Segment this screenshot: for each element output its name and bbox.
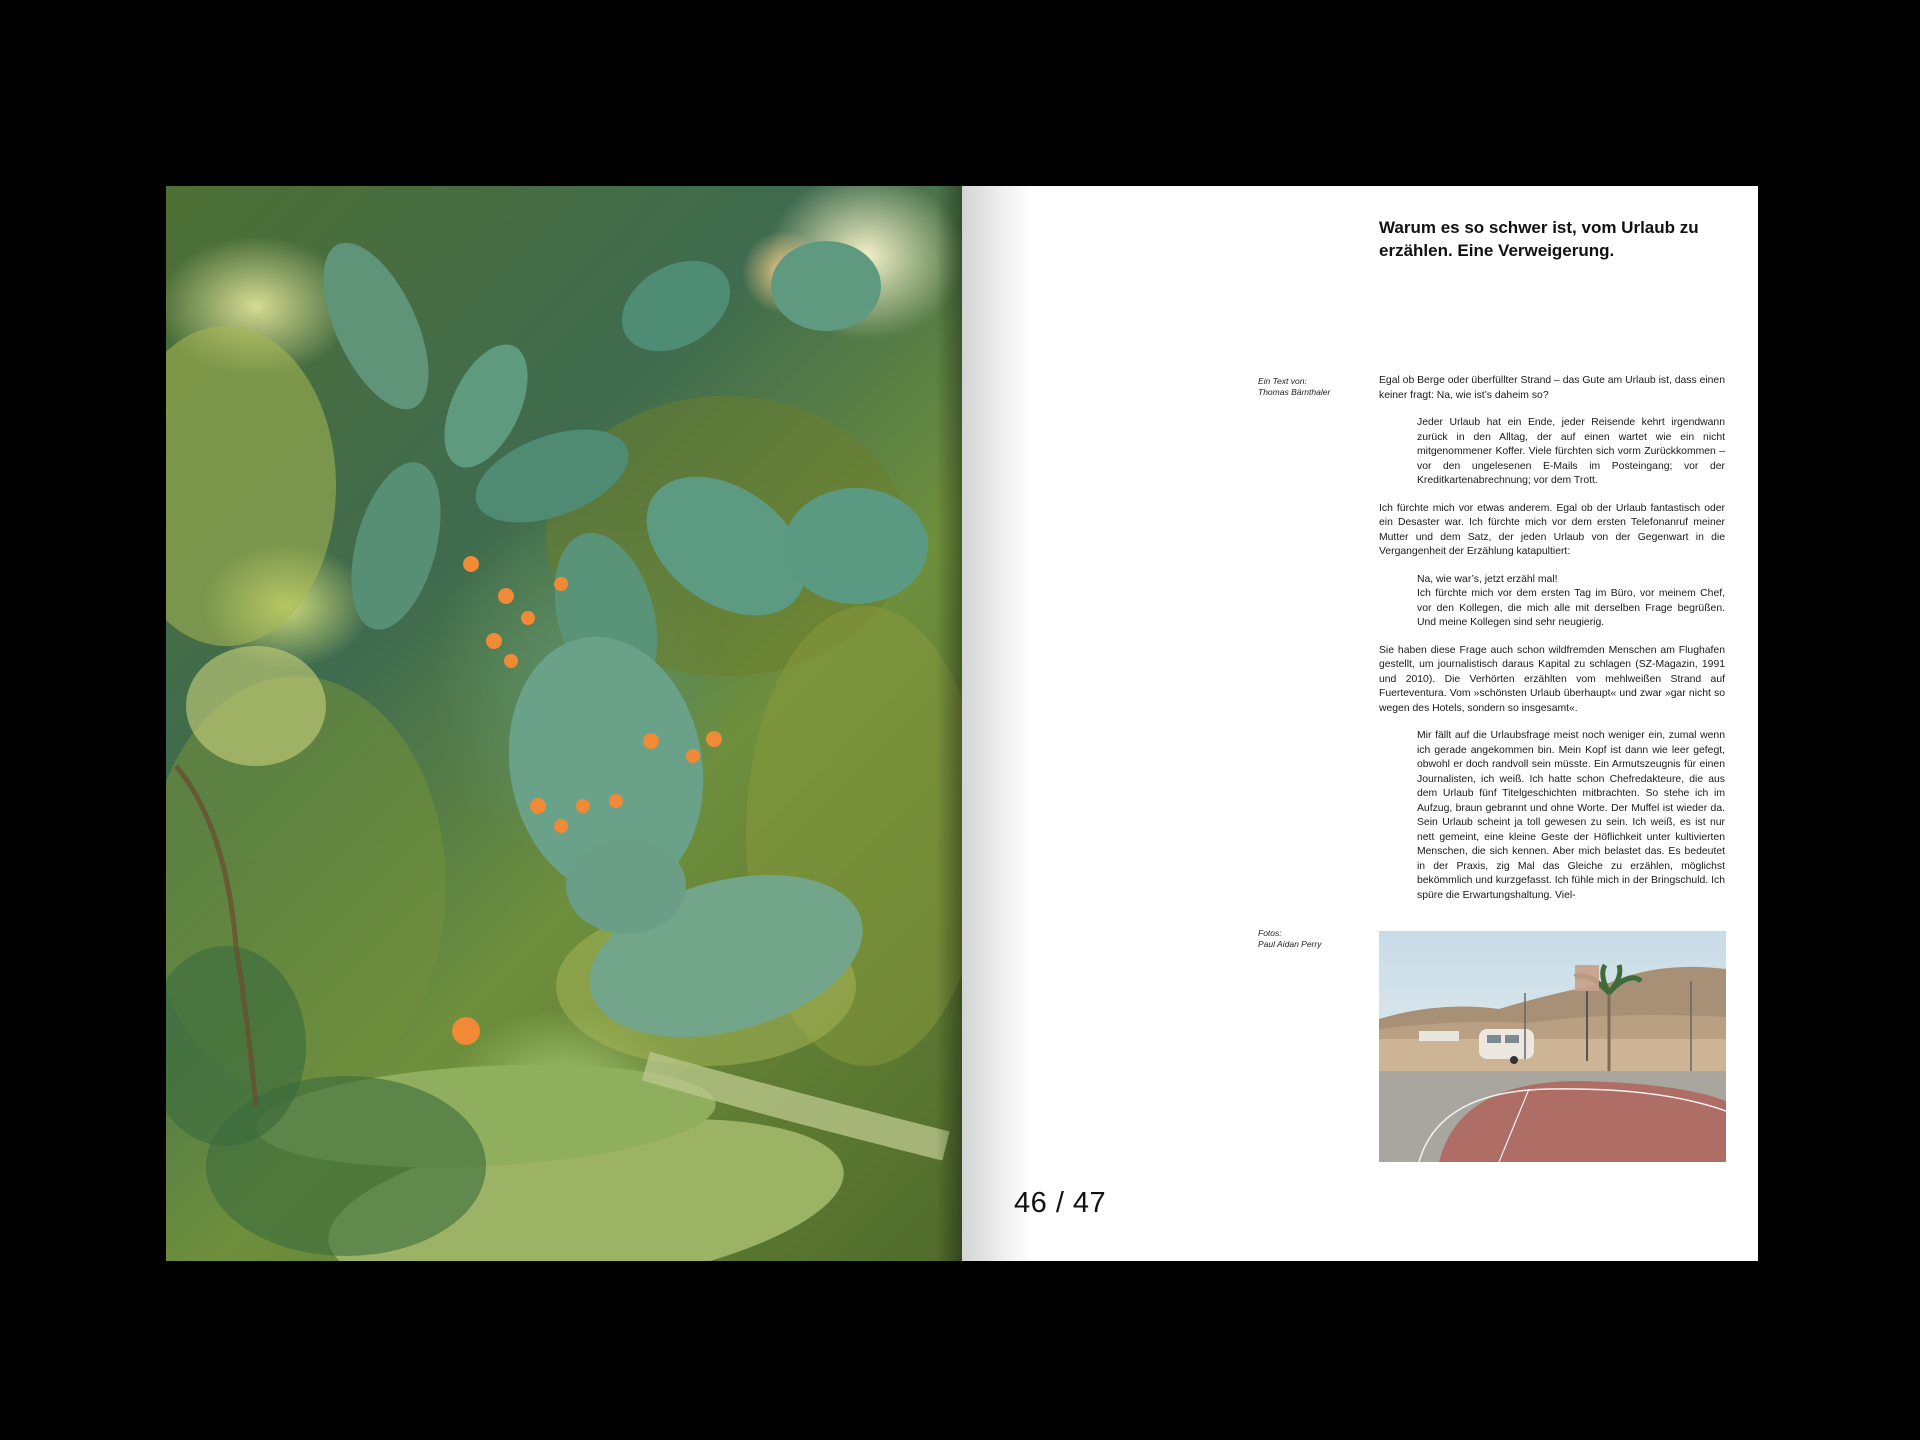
article-page xyxy=(962,186,1758,1261)
credit-name: Paul Aidan Perry xyxy=(1258,939,1322,949)
cactus-illustration xyxy=(166,186,962,1261)
gutter-shadow xyxy=(936,186,962,1261)
paragraph: Sie haben diese Frage auch schon wildfremden Menschen am Flughafen gestellt, um journalistisch daraus Kapital zu schlagen (SZ-Magazin, 1991 und 2010). Die Verhörten erzählten vom mehlweißen Strand auf Fuerteventura. Vom »schönsten Urlaub überhaupt« und zwar »gar nicht so wegen des Hotels, sondern so insgesamt«. xyxy=(1379,644,1725,714)
byline xyxy=(1258,376,1368,398)
quote-line: Na, wie war’s, jetzt erzähl mal! xyxy=(1417,573,1558,585)
quote-line: Ich fürchte mich vor dem ersten Tag im Büro, vor meinem Chef, vor den Kollegen, die mich alle mit derselben Frage begrüßen. Und meine Kollegen sind sehr neugierig. xyxy=(1417,588,1725,628)
article-title: Warum es so schwer ist, vom Urlaub zu erzählen. Eine Verweigerung. xyxy=(1379,218,1699,260)
paragraph: Mir fällt auf die Urlaubsfrage meist noch weniger ein, zumal wenn ich gerade angekommen bin. Mein Kopf ist dann wie leer gefegt, obwohl er doch randvoll sein müsste. Ein Armutszeugnis für einen Journalisten, ich weiß. Ich hatte schon Chefredakteure, die aus dem Urlaub fünf Titelgeschichten mitbrachten. So stehe ich im Aufzug, braun gebrannt und ohne Worte. Der Muffel ist wieder da. Sein Urlaub scheint ja toll gewesen zu sein. Ich weiß, es ist nur nett gemeint, eine kleine Geste der Höflichkeit unter kultivierten Menschen, die sich kennen. Aber mich belastet das. Es bedeutet in der Praxis, zig Mal das Gleiche zu erzählen, möglichst bekömmlich und kurzgefasst. Ich fühle mich in der Bringschuld. Ich spüre die Erwartungshaltung. Viel- xyxy=(1417,730,1725,901)
page-numbers: 46 / 47 xyxy=(1014,1187,1107,1219)
paragraph: Egal ob Berge oder überfüllter Strand – das Gute am Urlaub ist, dass einen keiner fragt: Na, wie ist’s daheim so? xyxy=(1379,375,1725,401)
byline-author: Thomas Bärnthaler xyxy=(1258,387,1331,397)
quote-block xyxy=(1417,573,1725,631)
magazine-spread xyxy=(166,186,1758,1261)
page-fold-shading xyxy=(962,186,1032,1261)
credit-label: Fotos: xyxy=(1258,928,1282,938)
caravan-illustration xyxy=(1379,931,1726,1162)
byline-label: Ein Text von: xyxy=(1258,376,1307,386)
paragraph: Ich fürchte mich vor etwas anderem. Egal ob der Urlaub fantastisch oder ein Desaster war. Ich fürchte mich vor dem ersten Telefonanruf meiner Mutter und dem Satz, der jeden Urlaub von der Gegenwart in die Vergangenheit der Erzählung katapultiert: xyxy=(1379,502,1725,557)
paragraph: Jeder Urlaub hat ein Ende, jeder Reisende kehrt irgendwann zurück in den Alltag, der auf einen wartet wie ein nicht mitgenommener Koffer. Viele fürchten sich vorm Zurückkommen – vor den ungelesenen E-Mails im Posteingang; vor der Kreditkartenabrechnung; vor dem Trott. xyxy=(1417,417,1725,486)
cactus-photo xyxy=(166,186,962,1261)
article-body xyxy=(1379,374,1725,903)
photo-credit xyxy=(1258,928,1368,950)
caravan-basketball-court-photo xyxy=(1379,931,1726,1162)
